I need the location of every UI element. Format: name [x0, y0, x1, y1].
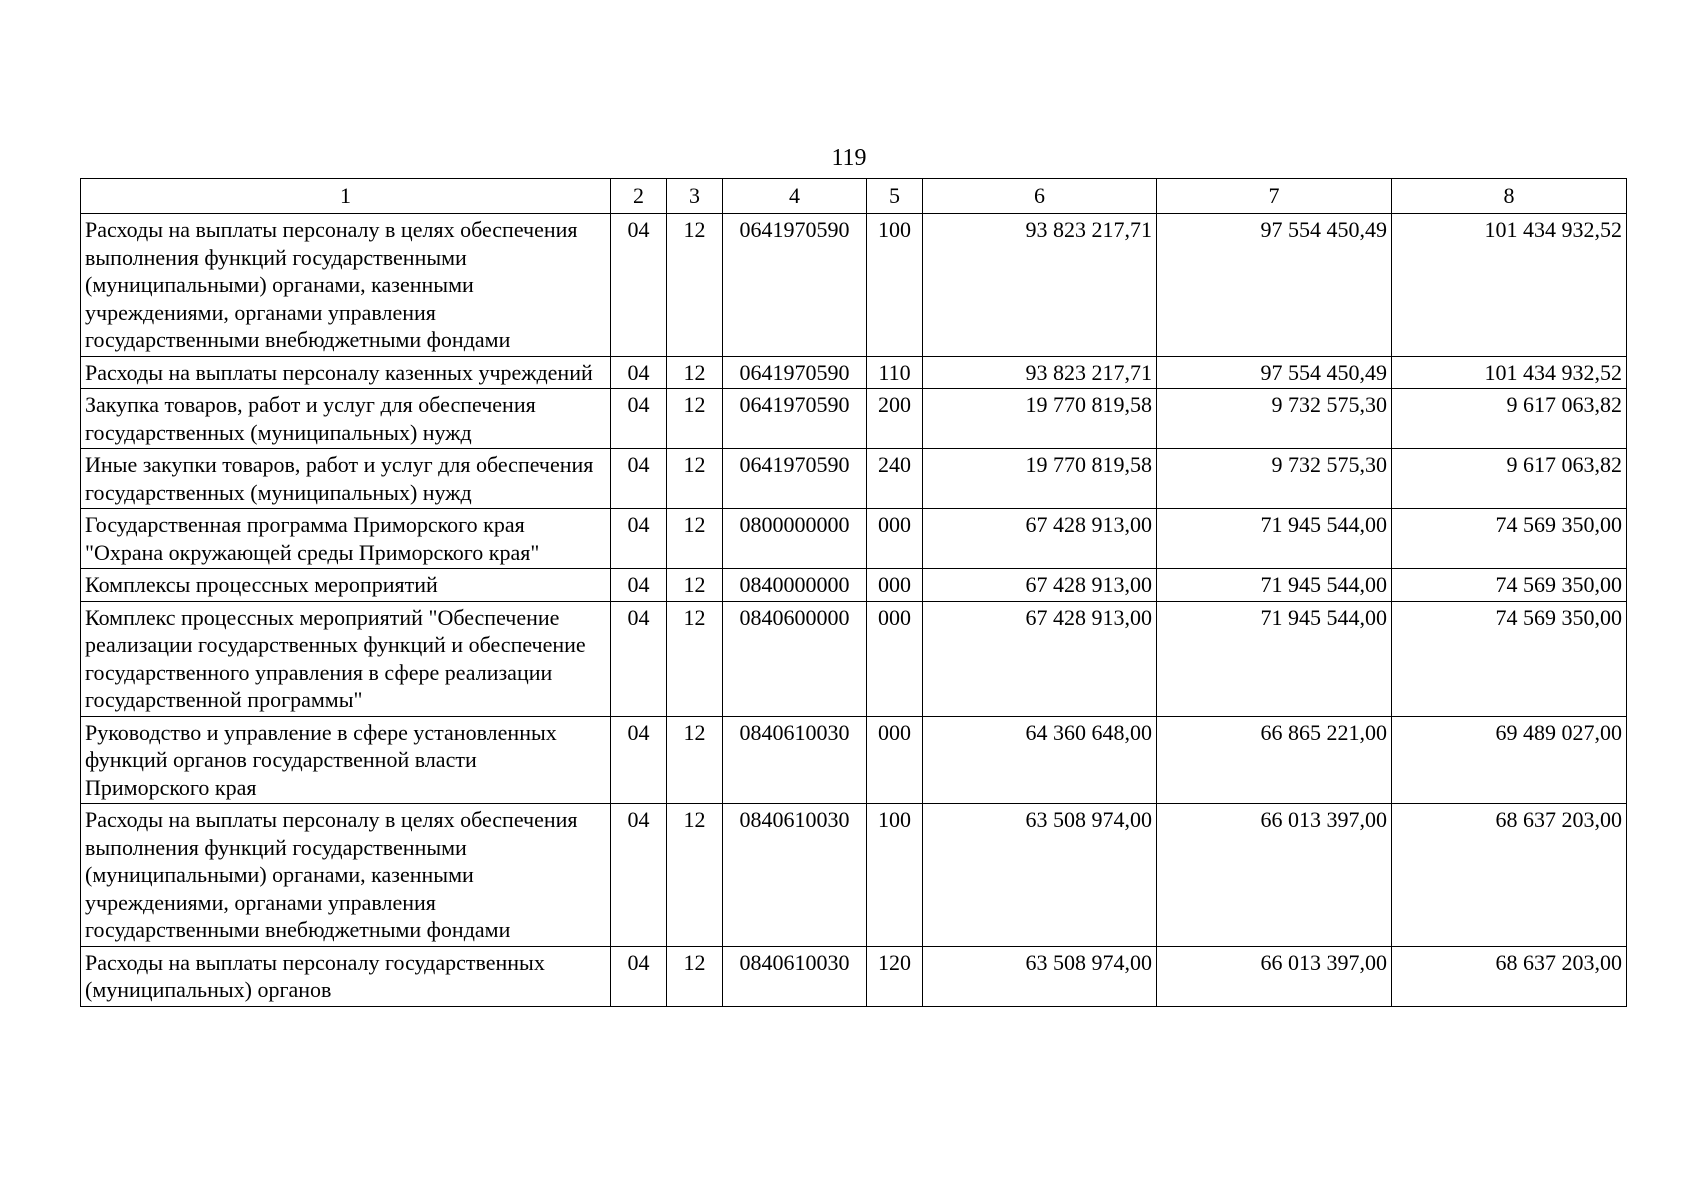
target-article-code: 0840610030	[723, 716, 867, 804]
subsection-code: 12	[667, 356, 723, 389]
section-code: 04	[611, 716, 667, 804]
budget-table	[80, 178, 1627, 1007]
amount-col-6: 93 823 217,71	[923, 356, 1157, 389]
amount-col-8: 101 434 932,52	[1392, 356, 1627, 389]
header-col-2: 2	[611, 179, 667, 214]
table-row	[81, 356, 1627, 389]
table-header	[81, 179, 1627, 214]
section-code: 04	[611, 356, 667, 389]
amount-col-7: 71 945 544,00	[1157, 601, 1392, 716]
subsection-code: 12	[667, 946, 723, 1006]
section-code: 04	[611, 449, 667, 509]
expense-type-code: 110	[867, 356, 923, 389]
target-article-code: 0641970590	[723, 389, 867, 449]
row-name: Руководство и управление в сфере установленных функций органов государственной власти Приморского края	[81, 716, 611, 804]
amount-col-7: 97 554 450,49	[1157, 356, 1392, 389]
section-code: 04	[611, 804, 667, 947]
amount-col-7: 71 945 544,00	[1157, 509, 1392, 569]
expense-type-code: 200	[867, 389, 923, 449]
expense-type-code: 240	[867, 449, 923, 509]
amount-col-8: 68 637 203,00	[1392, 804, 1627, 947]
header-row	[81, 179, 1627, 214]
row-name: Государственная программа Приморского края "Охрана окружающей среды Приморского края"	[81, 509, 611, 569]
table-row	[81, 214, 1627, 357]
amount-col-8: 9 617 063,82	[1392, 449, 1627, 509]
row-name: Расходы на выплаты персоналу в целях обеспечения выполнения функций государственными (муниципальными) органами, казенными учреждениями, органами управления государственными внебюджетными фондами	[81, 214, 611, 357]
row-name: Расходы на выплаты персоналу казенных учреждений	[81, 356, 611, 389]
row-name: Закупка товаров, работ и услуг для обеспечения государственных (муниципальных) нужд	[81, 389, 611, 449]
section-code: 04	[611, 946, 667, 1006]
expense-type-code: 000	[867, 569, 923, 602]
subsection-code: 12	[667, 509, 723, 569]
header-col-5: 5	[867, 179, 923, 214]
section-code: 04	[611, 569, 667, 602]
amount-col-6: 67 428 913,00	[923, 601, 1157, 716]
target-article-code: 0840600000	[723, 601, 867, 716]
expense-type-code: 000	[867, 716, 923, 804]
row-name: Комплексы процессных мероприятий	[81, 569, 611, 602]
amount-col-6: 93 823 217,71	[923, 214, 1157, 357]
amount-col-7: 9 732 575,30	[1157, 389, 1392, 449]
amount-col-8: 74 569 350,00	[1392, 569, 1627, 602]
section-code: 04	[611, 214, 667, 357]
row-name: Иные закупки товаров, работ и услуг для обеспечения государственных (муниципальных) нужд	[81, 449, 611, 509]
header-col-1: 1	[81, 179, 611, 214]
header-col-3: 3	[667, 179, 723, 214]
table-row	[81, 449, 1627, 509]
amount-col-6: 67 428 913,00	[923, 569, 1157, 602]
expense-type-code: 100	[867, 214, 923, 357]
amount-col-6: 63 508 974,00	[923, 804, 1157, 947]
header-col-8: 8	[1392, 179, 1627, 214]
table-row	[81, 601, 1627, 716]
header-col-7: 7	[1157, 179, 1392, 214]
row-name: Комплекс процессных мероприятий "Обеспечение реализации государственных функций и обеспечение государственного управления в сфере реализации государственной программы"	[81, 601, 611, 716]
amount-col-7: 66 013 397,00	[1157, 946, 1392, 1006]
amount-col-7: 9 732 575,30	[1157, 449, 1392, 509]
amount-col-6: 63 508 974,00	[923, 946, 1157, 1006]
table-row	[81, 569, 1627, 602]
section-code: 04	[611, 389, 667, 449]
target-article-code: 0641970590	[723, 214, 867, 357]
table-row	[81, 716, 1627, 804]
subsection-code: 12	[667, 214, 723, 357]
header-col-4: 4	[723, 179, 867, 214]
table-body	[81, 214, 1627, 1007]
subsection-code: 12	[667, 716, 723, 804]
amount-col-6: 19 770 819,58	[923, 449, 1157, 509]
target-article-code: 0840610030	[723, 946, 867, 1006]
row-name: Расходы на выплаты персоналу государственных (муниципальных) органов	[81, 946, 611, 1006]
table-row	[81, 946, 1627, 1006]
amount-col-8: 68 637 203,00	[1392, 946, 1627, 1006]
expense-type-code: 100	[867, 804, 923, 947]
subsection-code: 12	[667, 389, 723, 449]
section-code: 04	[611, 601, 667, 716]
table-row	[81, 804, 1627, 947]
section-code: 04	[611, 509, 667, 569]
amount-col-8: 9 617 063,82	[1392, 389, 1627, 449]
amount-col-7: 66 865 221,00	[1157, 716, 1392, 804]
amount-col-6: 64 360 648,00	[923, 716, 1157, 804]
target-article-code: 0641970590	[723, 449, 867, 509]
table-row	[81, 509, 1627, 569]
row-name: Расходы на выплаты персоналу в целях обеспечения выполнения функций государственными (муниципальными) органами, казенными учреждениями, органами управления государственными внебюджетными фондами	[81, 804, 611, 947]
target-article-code: 0641970590	[723, 356, 867, 389]
subsection-code: 12	[667, 449, 723, 509]
amount-col-8: 101 434 932,52	[1392, 214, 1627, 357]
target-article-code: 0800000000	[723, 509, 867, 569]
amount-col-6: 67 428 913,00	[923, 509, 1157, 569]
expense-type-code: 000	[867, 509, 923, 569]
subsection-code: 12	[667, 601, 723, 716]
amount-col-8: 69 489 027,00	[1392, 716, 1627, 804]
amount-col-7: 66 013 397,00	[1157, 804, 1392, 947]
header-col-6: 6	[923, 179, 1157, 214]
amount-col-8: 74 569 350,00	[1392, 509, 1627, 569]
target-article-code: 0840000000	[723, 569, 867, 602]
table-row	[81, 389, 1627, 449]
subsection-code: 12	[667, 569, 723, 602]
amount-col-8: 74 569 350,00	[1392, 601, 1627, 716]
amount-col-7: 71 945 544,00	[1157, 569, 1392, 602]
expense-type-code: 120	[867, 946, 923, 1006]
amount-col-6: 19 770 819,58	[923, 389, 1157, 449]
expense-type-code: 000	[867, 601, 923, 716]
page-number: 119	[831, 145, 867, 171]
subsection-code: 12	[667, 804, 723, 947]
amount-col-7: 97 554 450,49	[1157, 214, 1392, 357]
target-article-code: 0840610030	[723, 804, 867, 947]
